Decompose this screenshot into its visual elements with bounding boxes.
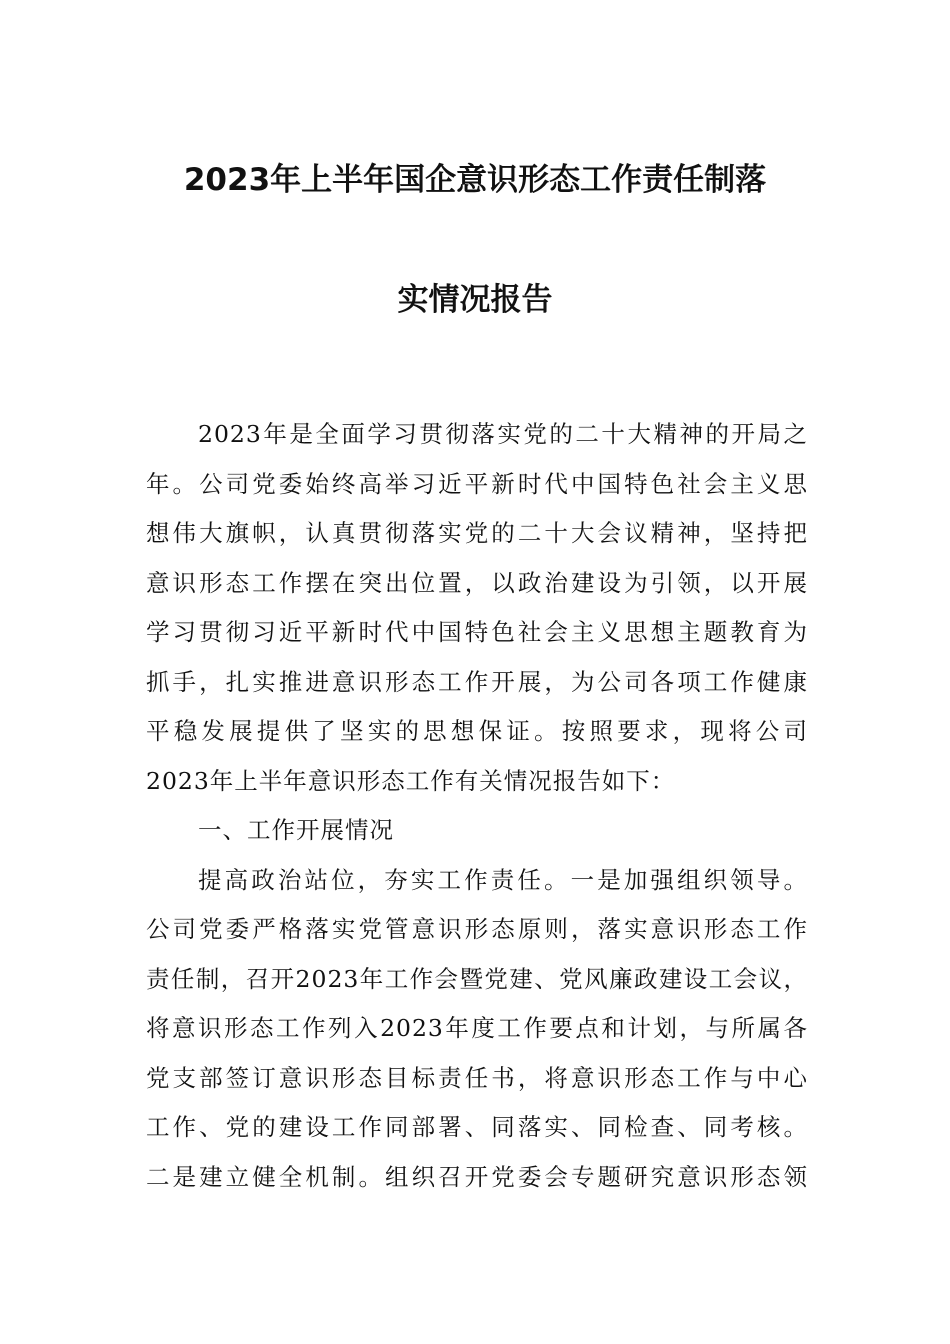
paragraph-2-line: 将意识形态工作列入2023年度工作要点和计划，与所属各	[146, 1014, 808, 1042]
document-title-line-2: 实情况报告	[397, 282, 553, 318]
paragraph-1-line: 学习贯彻习近平新时代中国特色社会主义思想主题教育为	[146, 618, 808, 646]
paragraph-2-line: 提高政治站位，夯实工作责任。一是加强组织领导。	[198, 865, 808, 894]
paragraph-2-line: 责任制，召开2023年工作会暨党建、党风廉政建设工会议，	[146, 964, 808, 993]
paragraph-1-line: 意识形态工作摆在突出位置，以政治建设为引领，以开展	[146, 568, 808, 597]
paragraph-2-line: 二是建立健全机制。组织召开党委会专题研究意识形态领	[146, 1162, 808, 1191]
paragraph-1-line: 年。公司党委始终高举习近平新时代中国特色社会主义思	[146, 469, 808, 498]
paragraph-1-line: 想伟大旗帜，认真贯彻落实党的二十大会议精神，坚持把	[146, 519, 808, 547]
paragraph-1-line: 抓手，扎实推进意识形态工作开展，为公司各项工作健康	[146, 667, 808, 696]
document-title-line-1: 2023年上半年国企意识形态工作责任制落	[183, 162, 767, 198]
paragraph-2-line: 党支部签订意识形态目标责任书，将意识形态工作与中心	[146, 1063, 808, 1092]
paragraph-1-line: 平稳发展提供了坚实的思想保证。按照要求，现将公司	[146, 717, 808, 745]
section-1-heading: 一、工作开展情况	[198, 816, 394, 844]
paragraph-2-line: 公司党委严格落实党管意识形态原则，落实意识形态工作	[146, 915, 808, 943]
document-body	[146, 410, 808, 1202]
paragraph-1-line: 2023年上半年意识形态工作有关情况报告如下：	[146, 766, 676, 795]
paragraph-2-line: 工作、党的建设工作同部署、同落实、同检查、同考核。	[146, 1113, 808, 1141]
paragraph-1-line: 2023年是全面学习贯彻落实党的二十大精神的开局之	[198, 420, 808, 448]
